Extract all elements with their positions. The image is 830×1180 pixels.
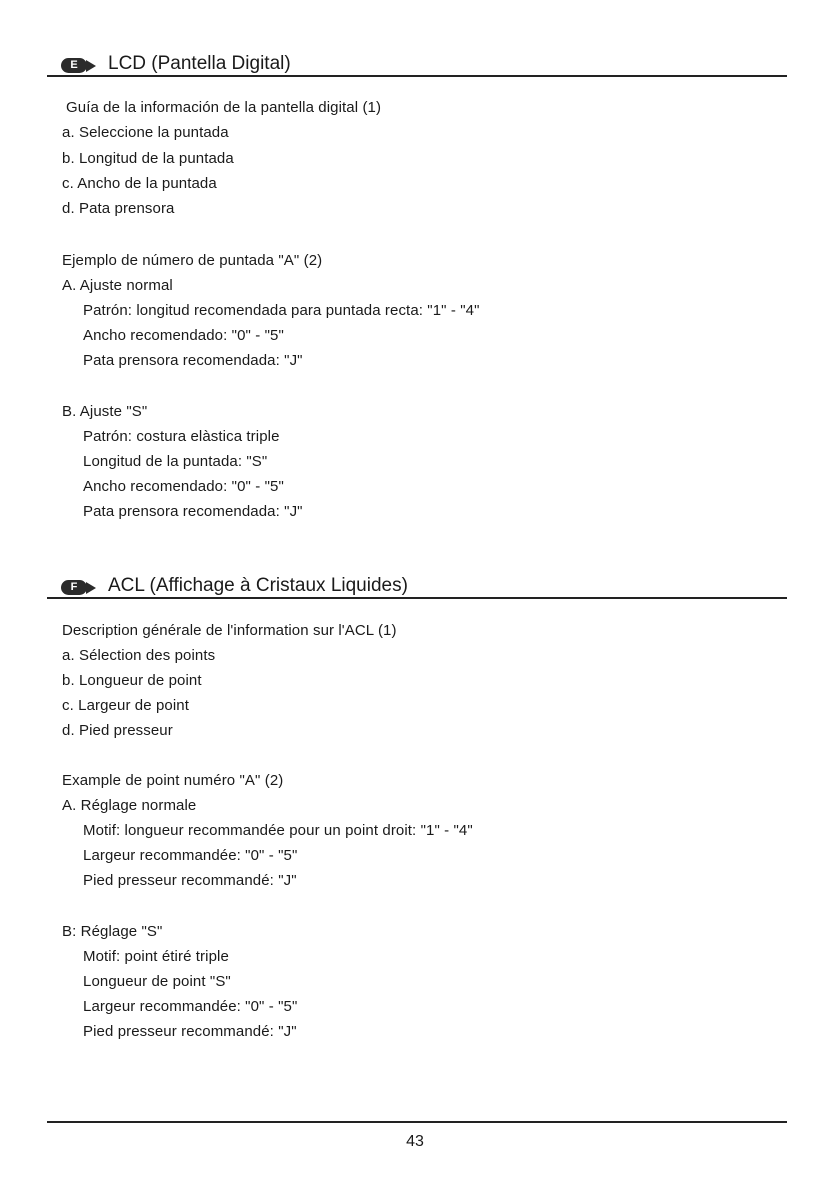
list-item: a. Sélection des points	[62, 647, 216, 664]
setting-line: Pied presseur recommandé: "J"	[83, 872, 297, 889]
page-number: 43	[406, 1133, 424, 1150]
setting-line: Ancho recomendado: "0" - "5"	[83, 478, 284, 495]
section-header-french	[47, 575, 787, 599]
setting-line: Motif: longueur recommandée pour un point droit: "1" - "4"	[83, 822, 473, 839]
setting-label: A. Ajuste normal	[62, 277, 173, 294]
setting-line: Pied presseur recommandé: "J"	[83, 1023, 297, 1040]
setting-label: B: Réglage "S"	[62, 923, 163, 940]
setting-line: Motif: point étiré triple	[83, 948, 229, 965]
intro-text: Guía de la información de la pantella digital (1)	[66, 99, 382, 116]
setting-line: Pata prensora recomendada: "J"	[83, 352, 303, 369]
setting-line: Largeur recommandée: "0" - "5"	[83, 998, 298, 1015]
list-item: c. Ancho de la puntada	[62, 175, 217, 192]
setting-line: Pata prensora recomendada: "J"	[83, 503, 303, 520]
section-title-french: ACL (Affichage à Cristaux Liquides)	[108, 575, 408, 596]
list-item: b. Longueur de point	[62, 672, 202, 689]
example-title: Ejemplo de número de puntada "A" (2)	[62, 252, 323, 269]
setting-line: Longitud de la puntada: "S"	[83, 453, 268, 470]
section-title-spanish: LCD (Pantella Digital)	[108, 53, 291, 74]
list-item: d. Pied presseur	[62, 722, 173, 739]
setting-line: Ancho recomendado: "0" - "5"	[83, 327, 284, 344]
header-rule	[47, 597, 787, 599]
setting-line: Longueur de point "S"	[83, 973, 231, 990]
example-title: Example de point numéro "A" (2)	[62, 772, 284, 789]
language-badge-e-icon: E	[61, 58, 97, 73]
setting-line: Patrón: costura elàstica triple	[83, 428, 280, 445]
footer-rule	[47, 1121, 787, 1123]
setting-label: A. Réglage normale	[62, 797, 197, 814]
list-item: a. Seleccione la puntada	[62, 124, 229, 141]
section-header-spanish	[47, 53, 787, 77]
setting-line: Patrón: longitud recomendada para puntada recta: "1" - "4"	[83, 302, 480, 319]
list-item: d. Pata prensora	[62, 200, 175, 217]
list-item: c. Largeur de point	[62, 697, 189, 714]
setting-label: B. Ajuste "S"	[62, 403, 148, 420]
list-item: b. Longitud de la puntada	[62, 150, 234, 167]
intro-text: Description générale de l'information sur l'ACL (1)	[62, 622, 397, 639]
language-badge-f-icon: F	[61, 580, 97, 595]
header-rule	[47, 75, 787, 77]
setting-line: Largeur recommandée: "0" - "5"	[83, 847, 298, 864]
